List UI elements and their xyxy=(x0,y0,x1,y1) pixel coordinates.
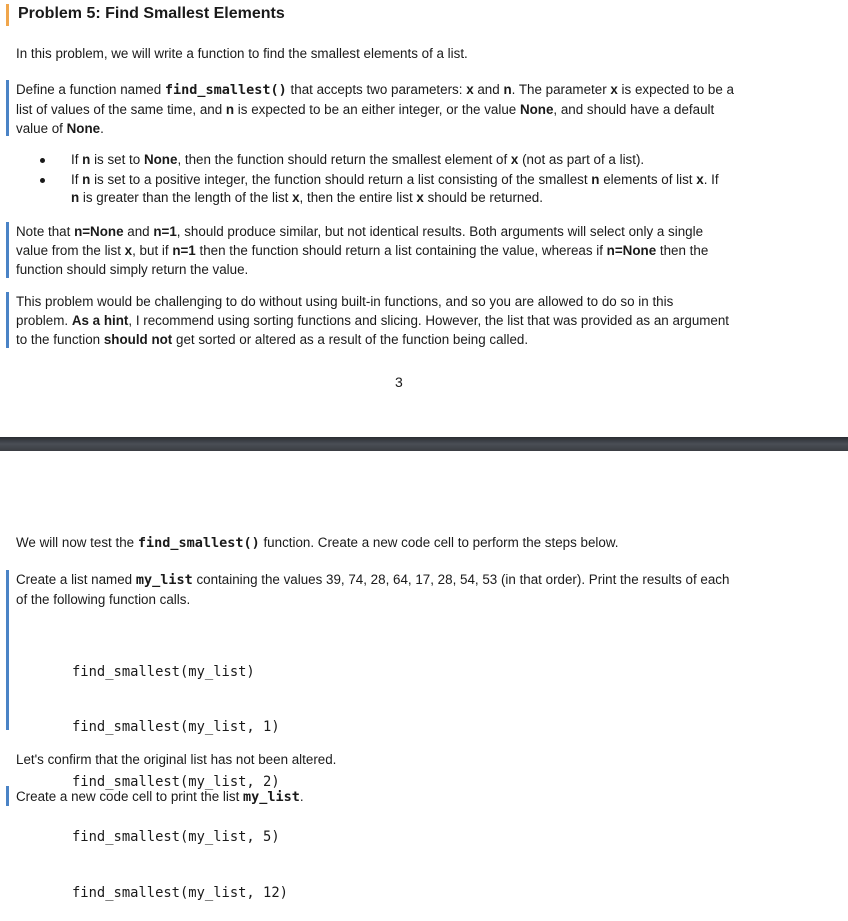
print-list-paragraph: Create a new code cell to print the list my_list. xyxy=(16,789,304,805)
code-block xyxy=(72,626,288,921)
code-line: find_smallest(my_list, 5) xyxy=(72,829,280,846)
print-accent-bar xyxy=(6,786,9,806)
code-line: find_smallest(my_list, 12) xyxy=(72,884,288,901)
note-accent-bar xyxy=(6,222,9,278)
bullet-icon xyxy=(40,158,45,163)
page-divider xyxy=(0,437,848,451)
hint-paragraph: This problem would be challenging to do without using built-in functions, and so you are allowed to do so in this problem. As a hint, I recommend using sorting functions and slicing. However, the list that was provided as an argument to the function should not get sorted or altered as a result of the function being called. xyxy=(16,294,730,347)
code-line: find_smallest(my_list, 1) xyxy=(72,719,280,736)
test-intro-paragraph: We will now test the find_smallest() function. Create a new code cell to perform the steps below. xyxy=(16,535,619,551)
page-number: 3 xyxy=(395,374,403,390)
intro-paragraph: In this problem, we will write a function to find the smallest elements of a list. xyxy=(16,46,468,61)
definition-accent-bar xyxy=(6,80,9,136)
code-line: find_smallest(my_list, 2) xyxy=(72,774,280,791)
page-title: Problem 5: Find Smallest Elements xyxy=(18,5,285,22)
code-line: find_smallest(my_list) xyxy=(72,663,255,680)
bullet-icon xyxy=(40,178,45,183)
definition-paragraph: Define a function named find_smallest() that accepts two parameters: x and n. The parameter x is expected to be a list of values of the same time, and n is expected to be an either integer, or the value None, and should have a default value of None. xyxy=(16,82,734,136)
create-list-paragraph: Create a list named my_list containing the values 39, 74, 28, 64, 17, 28, 54, 53 (in that order). Print the results of each of the following function calls. xyxy=(16,572,730,607)
hint-accent-bar xyxy=(6,292,9,348)
title-accent-bar xyxy=(6,4,9,26)
note-paragraph: Note that n=None and n=1, should produce similar, but not identical results. Both arguments will select only a single value from the list x, but if n=1 then the function should return a list containing the value, whereas if n=None then the function should simply return the value. xyxy=(16,224,709,277)
confirm-paragraph: Let's confirm that the original list has not been altered. xyxy=(16,752,337,767)
create-accent-bar xyxy=(6,570,9,730)
